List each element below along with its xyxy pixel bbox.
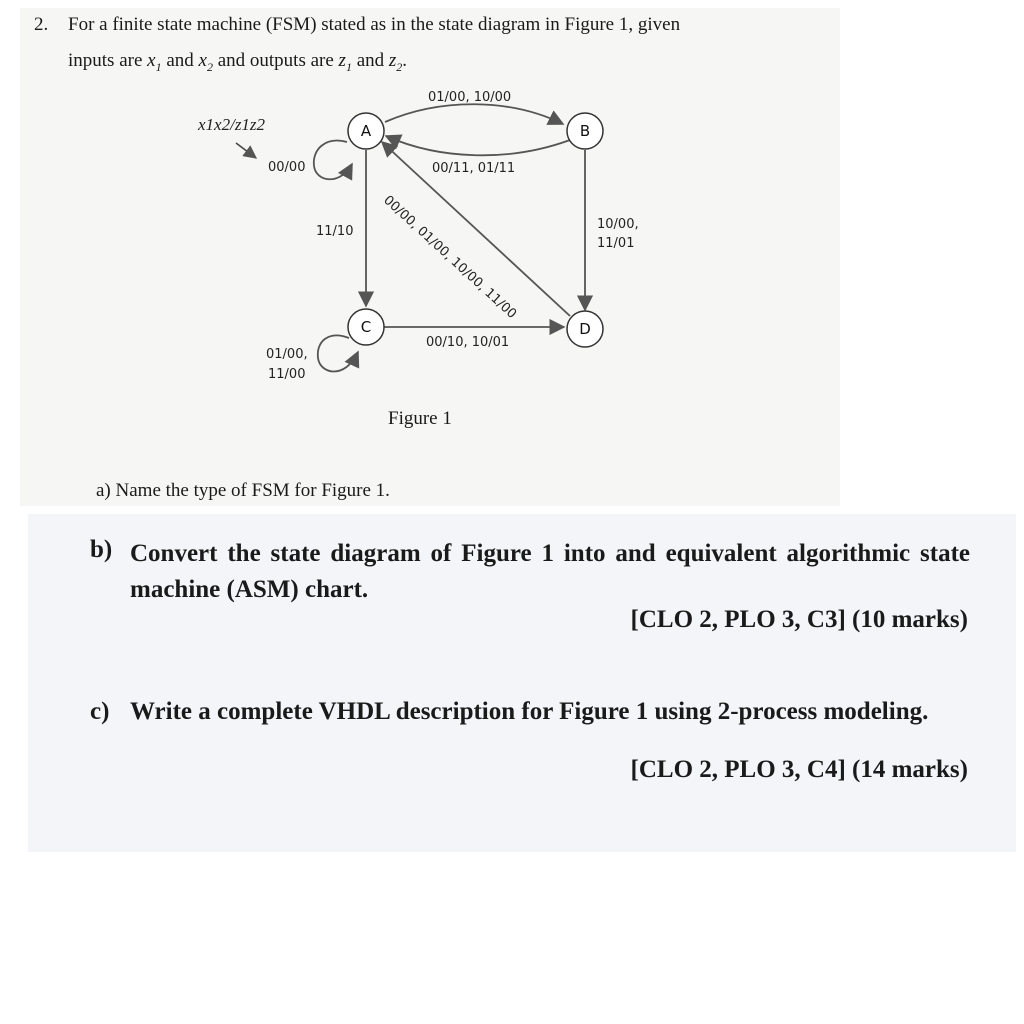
state-c-label: C bbox=[360, 318, 372, 336]
state-a bbox=[348, 113, 384, 149]
part-b-label: b) bbox=[90, 536, 113, 563]
label-a-to-c: 11/10 bbox=[316, 224, 354, 239]
part-b-marks: [CLO 2, PLO 3, C3] (10 marks) bbox=[630, 606, 968, 633]
part-c-marks: [CLO 2, PLO 3, C4] (14 marks) bbox=[630, 756, 968, 783]
transition-c-self bbox=[318, 335, 358, 371]
label-a-to-b: 01/00, 10/00 bbox=[428, 90, 512, 105]
part-a bbox=[96, 480, 390, 502]
part-a-label: a) bbox=[96, 480, 111, 501]
label-c-to-d: 00/10, 10/01 bbox=[426, 335, 510, 350]
label-b-to-d-line2: 11/01 bbox=[597, 236, 635, 251]
legend-arrow bbox=[236, 143, 256, 158]
state-d bbox=[567, 311, 603, 347]
label-c-self-line2: 11/00 bbox=[268, 367, 306, 382]
state-b-label: B bbox=[579, 122, 591, 140]
diagram-legend: x1x2/z1z2 bbox=[198, 115, 266, 134]
question-text-line2: inputs are $x_1$ and $x_2$ and outputs are $z_1$ and $z_2$. bbox=[68, 50, 408, 74]
state-b bbox=[567, 113, 603, 149]
transition-b-to-a bbox=[386, 136, 570, 155]
state-a-label: A bbox=[360, 122, 372, 140]
question-number: 2. bbox=[34, 14, 49, 35]
figure-caption: Figure 1 bbox=[388, 408, 452, 429]
label-d-to-a: 00/00, 01/00, 10/00, 11/00 bbox=[380, 192, 520, 322]
state-c bbox=[348, 309, 384, 345]
part-a-text: Name the type of FSM for Figure 1. bbox=[115, 480, 390, 501]
part-c-text: Write a complete VHDL description for Figure 1 using 2-process modeling. bbox=[130, 698, 929, 725]
label-c-self-line1: 01/00, bbox=[266, 347, 308, 362]
state-d-label: D bbox=[579, 320, 591, 338]
label-a-self: 00/00 bbox=[268, 160, 306, 175]
transition-a-self bbox=[314, 141, 352, 180]
label-b-to-d-line1: 10/00, bbox=[597, 217, 639, 232]
part-c-label: c) bbox=[90, 698, 110, 725]
question-text-line1: For a finite state machine (FSM) stated as in the state diagram in Figure 1, given bbox=[68, 14, 681, 35]
label-b-to-a: 00/11, 01/11 bbox=[432, 161, 516, 176]
transition-a-to-b bbox=[385, 104, 563, 124]
part-b-text: Convert the state diagram of Figure 1 into and equivalent algorithmic state machine (ASM) chart. bbox=[130, 540, 970, 603]
